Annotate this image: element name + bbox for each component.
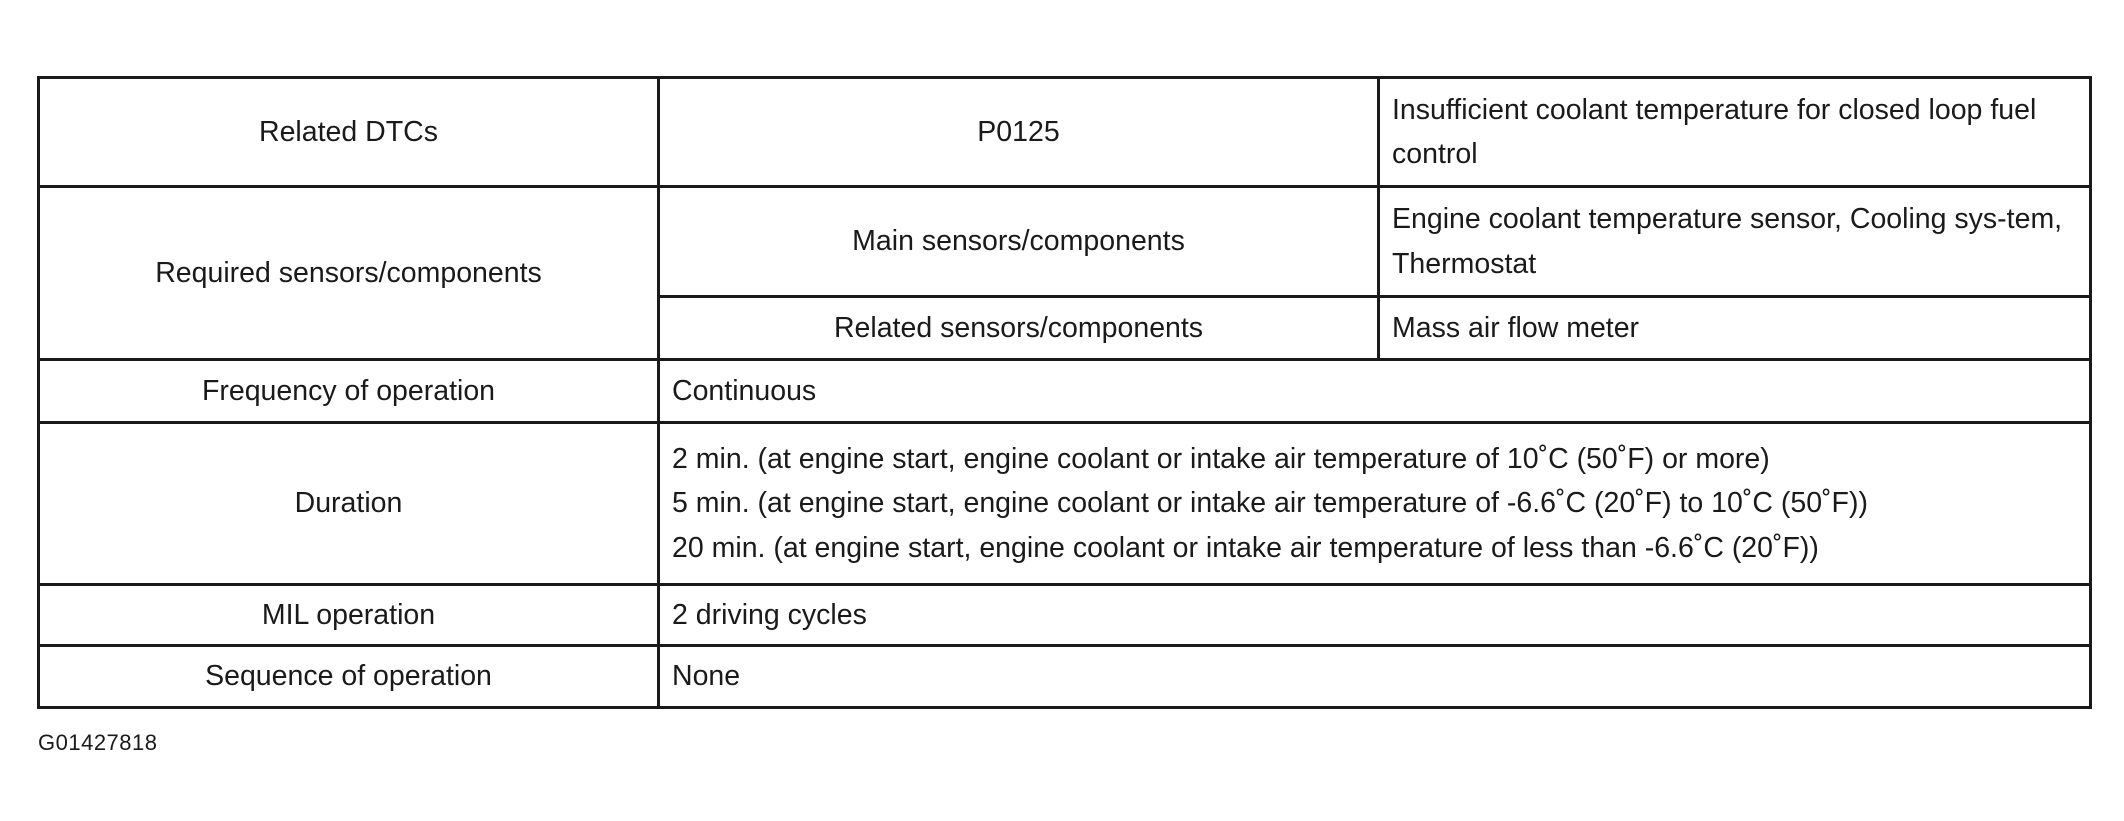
related-sensors-label: Related sensors/components xyxy=(659,297,1379,360)
mil-operation-value: 2 driving cycles xyxy=(659,585,2091,646)
figure-id: G01427818 xyxy=(38,730,158,755)
table-row-frequency xyxy=(39,360,2091,423)
dtc-description: Insufficient coolant temperature for closed loop fuel control xyxy=(1379,78,2091,187)
frequency-label: Frequency of operation xyxy=(39,360,659,423)
duration-line: 2 min. (at engine start, engine coolant or intake air temperature of 10˚C (50˚F) or more) xyxy=(672,443,1770,476)
table-row-mil-operation xyxy=(39,585,2091,646)
table-row-sequence xyxy=(39,646,2091,708)
related-dtcs-label: Related DTCs xyxy=(39,78,659,187)
table-row-related-dtcs xyxy=(39,78,2091,187)
duration-line: 5 min. (at engine start, engine coolant or intake air temperature of -6.6˚C (20˚F) to 10˚C (50˚F)) xyxy=(672,487,1868,520)
main-sensors-label: Main sensors/components xyxy=(659,187,1379,297)
table-row-main-sensors xyxy=(39,187,2091,297)
main-sensors-value: Engine coolant temperature sensor, Cooling sys-tem, Thermostat xyxy=(1379,187,2091,297)
sequence-label: Sequence of operation xyxy=(39,646,659,708)
table-row-duration xyxy=(39,423,2091,585)
duration-line: 20 min. (at engine start, engine coolant or intake air temperature of less than -6.6˚C (20˚F)) xyxy=(672,531,1819,564)
dtc-code: P0125 xyxy=(659,78,1379,187)
duration-label: Duration xyxy=(39,423,659,585)
related-sensors-value: Mass air flow meter xyxy=(1379,297,2091,360)
dtc-spec-table xyxy=(37,76,2092,709)
sequence-value: None xyxy=(659,646,2091,708)
required-sensors-label: Required sensors/components xyxy=(39,187,659,360)
frequency-value: Continuous xyxy=(659,360,2091,423)
mil-operation-label: MIL operation xyxy=(39,585,659,646)
duration-value xyxy=(659,423,2091,585)
